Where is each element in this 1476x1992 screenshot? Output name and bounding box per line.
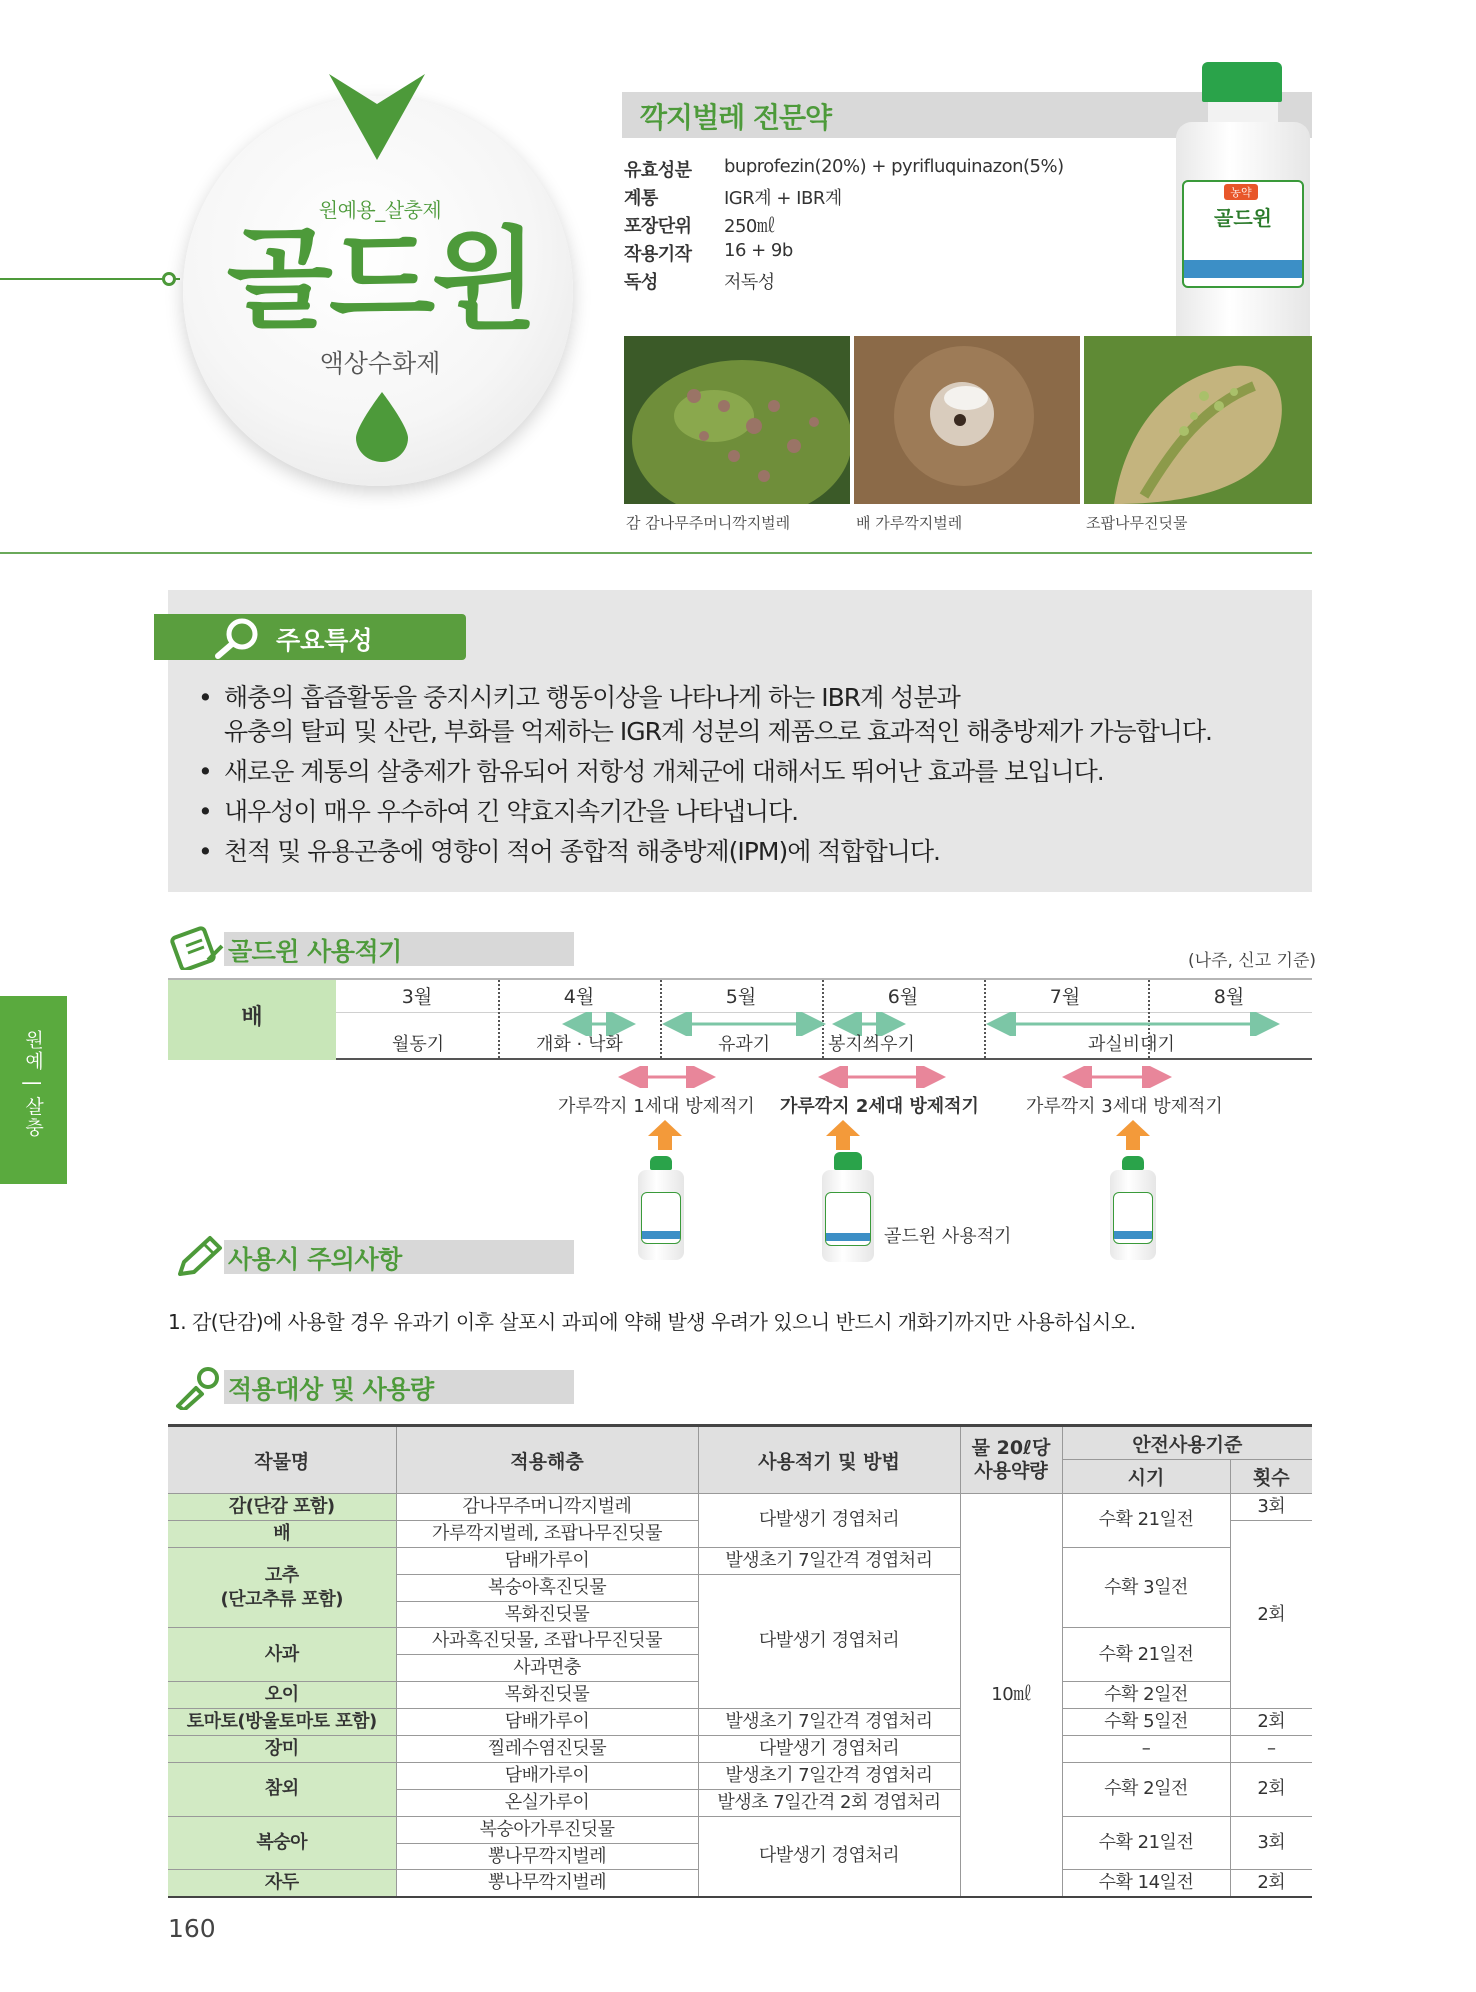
spirea-aphid-photo xyxy=(1084,336,1312,504)
timing-cell: – xyxy=(1062,1736,1230,1763)
generation-label: 가루깍지 1세대 방제적기 xyxy=(558,1096,755,1117)
pest-cell: 뽕나무깍지벌레 xyxy=(396,1843,698,1870)
crop-cell: 감(단감 포함) xyxy=(168,1494,396,1521)
product-bottle-icon xyxy=(638,1156,684,1260)
crop-cell: 토마토(방울토마토 포함) xyxy=(168,1709,396,1736)
crop-cell: 오이 xyxy=(168,1682,396,1709)
timeline-rule xyxy=(336,1058,1312,1060)
spec-value: 250㎖ xyxy=(724,216,775,237)
droplet-icon xyxy=(356,392,408,462)
column-header: 사용적기 및 방법 xyxy=(698,1426,960,1494)
pest-cell: 담배가루이 xyxy=(396,1709,698,1736)
count-cell: – xyxy=(1230,1736,1312,1763)
page-number: 160 xyxy=(168,1914,216,1943)
crop-cell: 고추 (단고추류 포함) xyxy=(168,1547,396,1628)
method-cell: 발생초 7일간격 2회 경엽처리 xyxy=(698,1789,960,1816)
pest-cell: 사과면충 xyxy=(396,1655,698,1682)
feature-item: 유충의 탈피 및 산란, 부화를 억제하는 IGR계 성분의 제품으로 효과적인 해충방제가 가능합니다. xyxy=(224,717,1212,746)
crop-cell: 배 xyxy=(168,1520,396,1547)
timeline-rule xyxy=(168,978,1312,980)
column-header: 안전사용기준 xyxy=(1062,1426,1312,1460)
crop-cell: 참외 xyxy=(168,1762,396,1816)
crop-cell: 자두 xyxy=(168,1870,396,1897)
product-bottle-icon xyxy=(1110,1156,1156,1260)
bottle-label-name: 골드윈 xyxy=(1214,206,1272,230)
pest-cell: 목화진딧물 xyxy=(396,1601,698,1628)
pest-cell: 뽕나무깍지벌레 xyxy=(396,1870,698,1897)
product-bottle-image xyxy=(1176,62,1310,306)
method-cell: 발생초기 7일간격 경엽처리 xyxy=(698,1547,960,1574)
spec-value: IGR계 + IBR계 xyxy=(724,188,842,209)
method-cell: 발생초기 7일간격 경엽처리 xyxy=(698,1762,960,1789)
month-label: 6월 xyxy=(887,986,919,1008)
product-name: 골드윈 xyxy=(226,216,534,344)
spec-label: 포장단위 xyxy=(624,216,692,237)
method-cell: 다발생기 경엽처리 xyxy=(698,1736,960,1763)
crop-cell: 장미 xyxy=(168,1736,396,1763)
product-tagline: 깍지벌레 전문약 xyxy=(640,101,832,134)
magnifier-icon xyxy=(214,616,262,660)
column-header: 물 20ℓ당 사용약량 xyxy=(960,1426,1062,1494)
precautions-title: 사용시 주의사항 xyxy=(228,1245,402,1274)
timing-cell: 수확 5일전 xyxy=(1062,1709,1230,1736)
table-row xyxy=(168,1709,1312,1736)
generation-label: 가루깍지 3세대 방제적기 xyxy=(1026,1096,1223,1117)
column-header: 작물명 xyxy=(168,1426,396,1494)
month-label: 7월 xyxy=(1049,986,1081,1008)
usage-timing-label: 골드윈 사용적기 xyxy=(884,1226,1012,1247)
section-divider xyxy=(0,552,1312,554)
pest-cell: 가루깍지벌레, 조팝나무진딧물 xyxy=(396,1520,698,1547)
crop-cell: 복숭아 xyxy=(168,1816,396,1870)
generation-arrows xyxy=(560,1066,1260,1088)
photo-caption: 감 감나무주머니깍지벌레 xyxy=(626,514,791,532)
feature-item: • 새로운 계통의 살충제가 함유되어 저항성 개체군에 대해서도 뛰어난 효과를 보입니다. xyxy=(198,757,1104,786)
timing-cell: 수확 2일전 xyxy=(1062,1762,1230,1816)
features-heading-tab xyxy=(154,614,466,660)
dropper-icon xyxy=(170,1364,224,1410)
stage-label: 과실비대기 xyxy=(1088,1034,1175,1055)
photo-caption: 배 가루깍지벌레 xyxy=(856,514,963,532)
table-row xyxy=(168,1736,1312,1763)
timing-title: 골드윈 사용적기 xyxy=(228,937,402,966)
table-row xyxy=(168,1494,1312,1521)
up-arrow-icon xyxy=(1116,1120,1150,1150)
product-formulation: 액상수화제 xyxy=(319,349,441,378)
application-table xyxy=(168,1424,1312,1898)
chevron-down-icon xyxy=(329,74,425,160)
dose-cell: 10㎖ xyxy=(960,1494,1062,1897)
spec-value: 16 + 9b xyxy=(724,240,793,261)
header-rule xyxy=(0,278,180,280)
bottle-badge: 농약 xyxy=(1224,184,1258,200)
timing-cell: 수확 21일전 xyxy=(1062,1816,1230,1870)
table-row xyxy=(168,1816,1312,1843)
precaution-item: 1. 감(단감)에 사용할 경우 유과기 이후 살포시 과피에 약해 발생 우려가 있으니 반드시 개화기까지만 사용하십시오. xyxy=(168,1310,1136,1334)
photo-caption: 조팝나무진딧물 xyxy=(1086,514,1188,532)
method-cell: 발생초기 7일간격 경엽처리 xyxy=(698,1709,960,1736)
timing-basis-note: (나주, 신고 기준) xyxy=(1188,951,1317,971)
pencil-icon xyxy=(170,1234,224,1278)
pear-mealybug-photo xyxy=(854,336,1080,504)
features-title: 주요특성 xyxy=(276,626,373,655)
clipboard-pencil-icon xyxy=(168,926,224,970)
pest-cell: 복숭아혹진딧물 xyxy=(396,1574,698,1601)
pest-cell: 감나무주머니깍지벌레 xyxy=(396,1494,698,1521)
generation-label: 가루깍지 2세대 방제적기 xyxy=(780,1096,979,1117)
method-cell: 다발생기 경엽처리 xyxy=(698,1816,960,1897)
product-bottle-icon xyxy=(822,1152,874,1262)
timing-crop-cell: 배 xyxy=(168,978,336,1060)
count-cell: 2회 xyxy=(1230,1870,1312,1897)
month-label: 8월 xyxy=(1213,986,1245,1008)
month-label: 4월 xyxy=(563,986,595,1008)
table-row xyxy=(168,1547,1312,1574)
timing-cell: 수확 21일전 xyxy=(1062,1494,1230,1548)
spec-label: 작용기작 xyxy=(624,244,692,265)
stage-label: 유과기 xyxy=(718,1034,771,1055)
column-header: 시기 xyxy=(1062,1460,1230,1494)
month-label: 5월 xyxy=(725,986,757,1008)
stage-label: 봉지씌우기 xyxy=(828,1034,915,1055)
feature-item: • 해충의 흡즙활동을 중지시키고 행동이상을 나타나게 하는 IBR계 성분과 xyxy=(198,683,960,712)
spec-value: 저독성 xyxy=(724,272,775,293)
stage-label: 개화 · 낙화 xyxy=(536,1034,623,1055)
stage-label: 월동기 xyxy=(392,1034,445,1055)
count-cell: 2회 xyxy=(1230,1762,1312,1816)
table-row xyxy=(168,1762,1312,1789)
feature-item: • 내우성이 매우 우수하여 긴 약효지속기간을 나타냅니다. xyxy=(198,797,799,826)
up-arrow-icon xyxy=(826,1120,860,1150)
crop-cell: 사과 xyxy=(168,1628,396,1682)
count-cell: 2회 xyxy=(1230,1520,1312,1708)
pest-cell: 담배가루이 xyxy=(396,1762,698,1789)
column-header: 횟수 xyxy=(1230,1460,1312,1494)
month-label: 3월 xyxy=(401,986,433,1008)
pest-cell: 목화진딧물 xyxy=(396,1682,698,1709)
count-cell: 3회 xyxy=(1230,1494,1312,1521)
pest-cell: 사과혹진딧물, 조팝나무진딧물 xyxy=(396,1628,698,1655)
header-rule-dot xyxy=(162,272,176,286)
side-category-tab: 원예 | 살충 xyxy=(0,996,67,1184)
method-cell: 다발생기 경엽처리 xyxy=(698,1574,960,1708)
feature-item: • 천적 및 유용곤충에 영향이 적어 종합적 해충방제(IPM)에 적합합니다. xyxy=(198,837,941,866)
spec-label: 유효성분 xyxy=(624,160,692,181)
spec-label: 독성 xyxy=(624,272,658,293)
spec-label: 계통 xyxy=(624,188,658,209)
persimmon-scale-photo xyxy=(624,336,850,504)
application-title: 적용대상 및 사용량 xyxy=(228,1375,434,1404)
timing-cell: 수확 21일전 xyxy=(1062,1628,1230,1682)
timing-cell: 수확 14일전 xyxy=(1062,1870,1230,1897)
pest-cell: 찔레수염진딧물 xyxy=(396,1736,698,1763)
up-arrow-icon xyxy=(648,1120,682,1150)
pest-cell: 온실가루이 xyxy=(396,1789,698,1816)
count-cell: 3회 xyxy=(1230,1816,1312,1870)
column-header: 적용해충 xyxy=(396,1426,698,1494)
count-cell: 2회 xyxy=(1230,1709,1312,1736)
method-cell: 다발생기 경엽처리 xyxy=(698,1494,960,1548)
timing-cell: 수확 3일전 xyxy=(1062,1547,1230,1628)
spec-value: buprofezin(20%) + pyrifluquinazon(5%) xyxy=(724,156,1064,177)
product-category: 원예용_살충제 xyxy=(318,198,442,222)
timing-cell: 수확 2일전 xyxy=(1062,1682,1230,1709)
pest-cell: 복숭아가루진딧물 xyxy=(396,1816,698,1843)
pest-cell: 담배가루이 xyxy=(396,1547,698,1574)
